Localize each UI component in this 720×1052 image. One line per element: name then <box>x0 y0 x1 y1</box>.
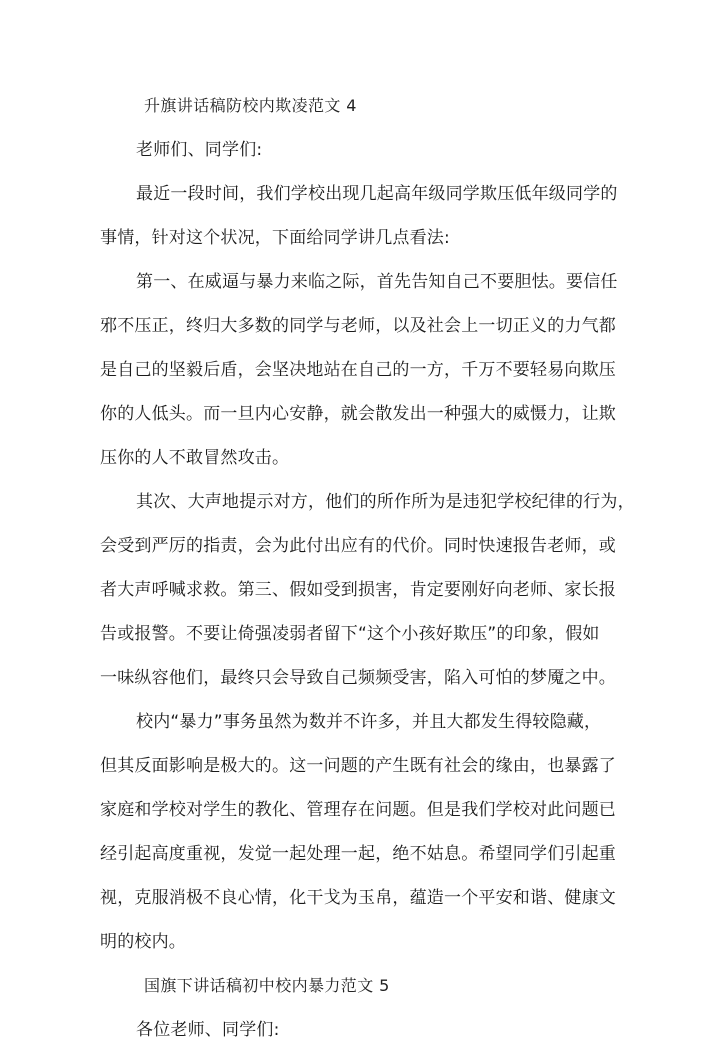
paragraph <box>100 700 624 964</box>
paragraph-line: 视，克服消极不良心情，化干戈为玉帛，蕴造一个平安和谐、健康文 <box>100 888 616 908</box>
paragraph-line: 明的校内。 <box>100 932 186 952</box>
paragraph-line: 你的人低头。而一旦内心安静，就会散发出一种强大的威慑力，让欺 <box>100 404 616 424</box>
paragraph-line: 家庭和学校对学生的教化、管理存在问题。但是我们学校对此问题已 <box>100 800 616 820</box>
paragraph-line: 校内“暴力”事务虽然为数并不许多，并且大都发生得较隐藏， <box>136 712 602 732</box>
paragraph <box>100 172 624 260</box>
paragraph-line: 是自己的坚毅后盾，会坚决地站在自己的一方，千万不要轻易向欺压 <box>100 360 616 380</box>
paragraph-line: 事情，针对这个状况，下面给同学讲几点看法: <box>100 228 450 248</box>
greeting: 老师们、同学们: <box>136 140 263 160</box>
section-title: 国旗下讲话稿初中校内暴力范文 5 <box>144 976 390 995</box>
document-body <box>100 84 635 1052</box>
paragraph-line: 最近一段时间，我们学校出现几起高年级同学欺压低年级同学的 <box>136 184 618 204</box>
paragraph-line: 压你的人不敢冒然攻击。 <box>100 448 290 468</box>
paragraph-line: 但其反面影响是极大的。这一问题的产生既有社会的缘由，也暴露了 <box>100 756 616 776</box>
paragraph-line: 第一、在威逼与暴力来临之际，首先告知自己不要胆怯。要信任 <box>136 272 618 292</box>
paragraph <box>100 260 624 480</box>
paragraph-line: 一味纵容他们，最终只会导致自己频频受害，陷入可怕的梦魇之中。 <box>100 668 616 688</box>
paragraph <box>100 480 635 700</box>
paragraph-line: 者大声呼喊求救。第三、假如受到损害，肯定要刚好向老师、家长报 <box>100 580 616 600</box>
paragraph-line: 邪不压正，终归大多数的同学与老师，以及社会上一切正义的力气都 <box>100 316 616 336</box>
paragraph-line: 经引起高度重视，发觉一起处理一起，绝不姑息。希望同学们引起重 <box>100 844 616 864</box>
paragraph-line: 其次、大声地提示对方，他们的所作所为是违犯学校纪律的行为， <box>136 492 635 512</box>
greeting: 各位老师、同学们: <box>136 1020 280 1040</box>
paragraph-line: 会受到严厉的指责，会为此付出应有的代价。同时快速报告老师，或 <box>100 536 616 556</box>
section-title: 升旗讲话稿防校内欺凌范文 4 <box>144 96 357 115</box>
paragraph-line: 告或报警。不要让倚强凌弱者留下“这个小孩好欺压”的印象，假如 <box>100 624 600 644</box>
